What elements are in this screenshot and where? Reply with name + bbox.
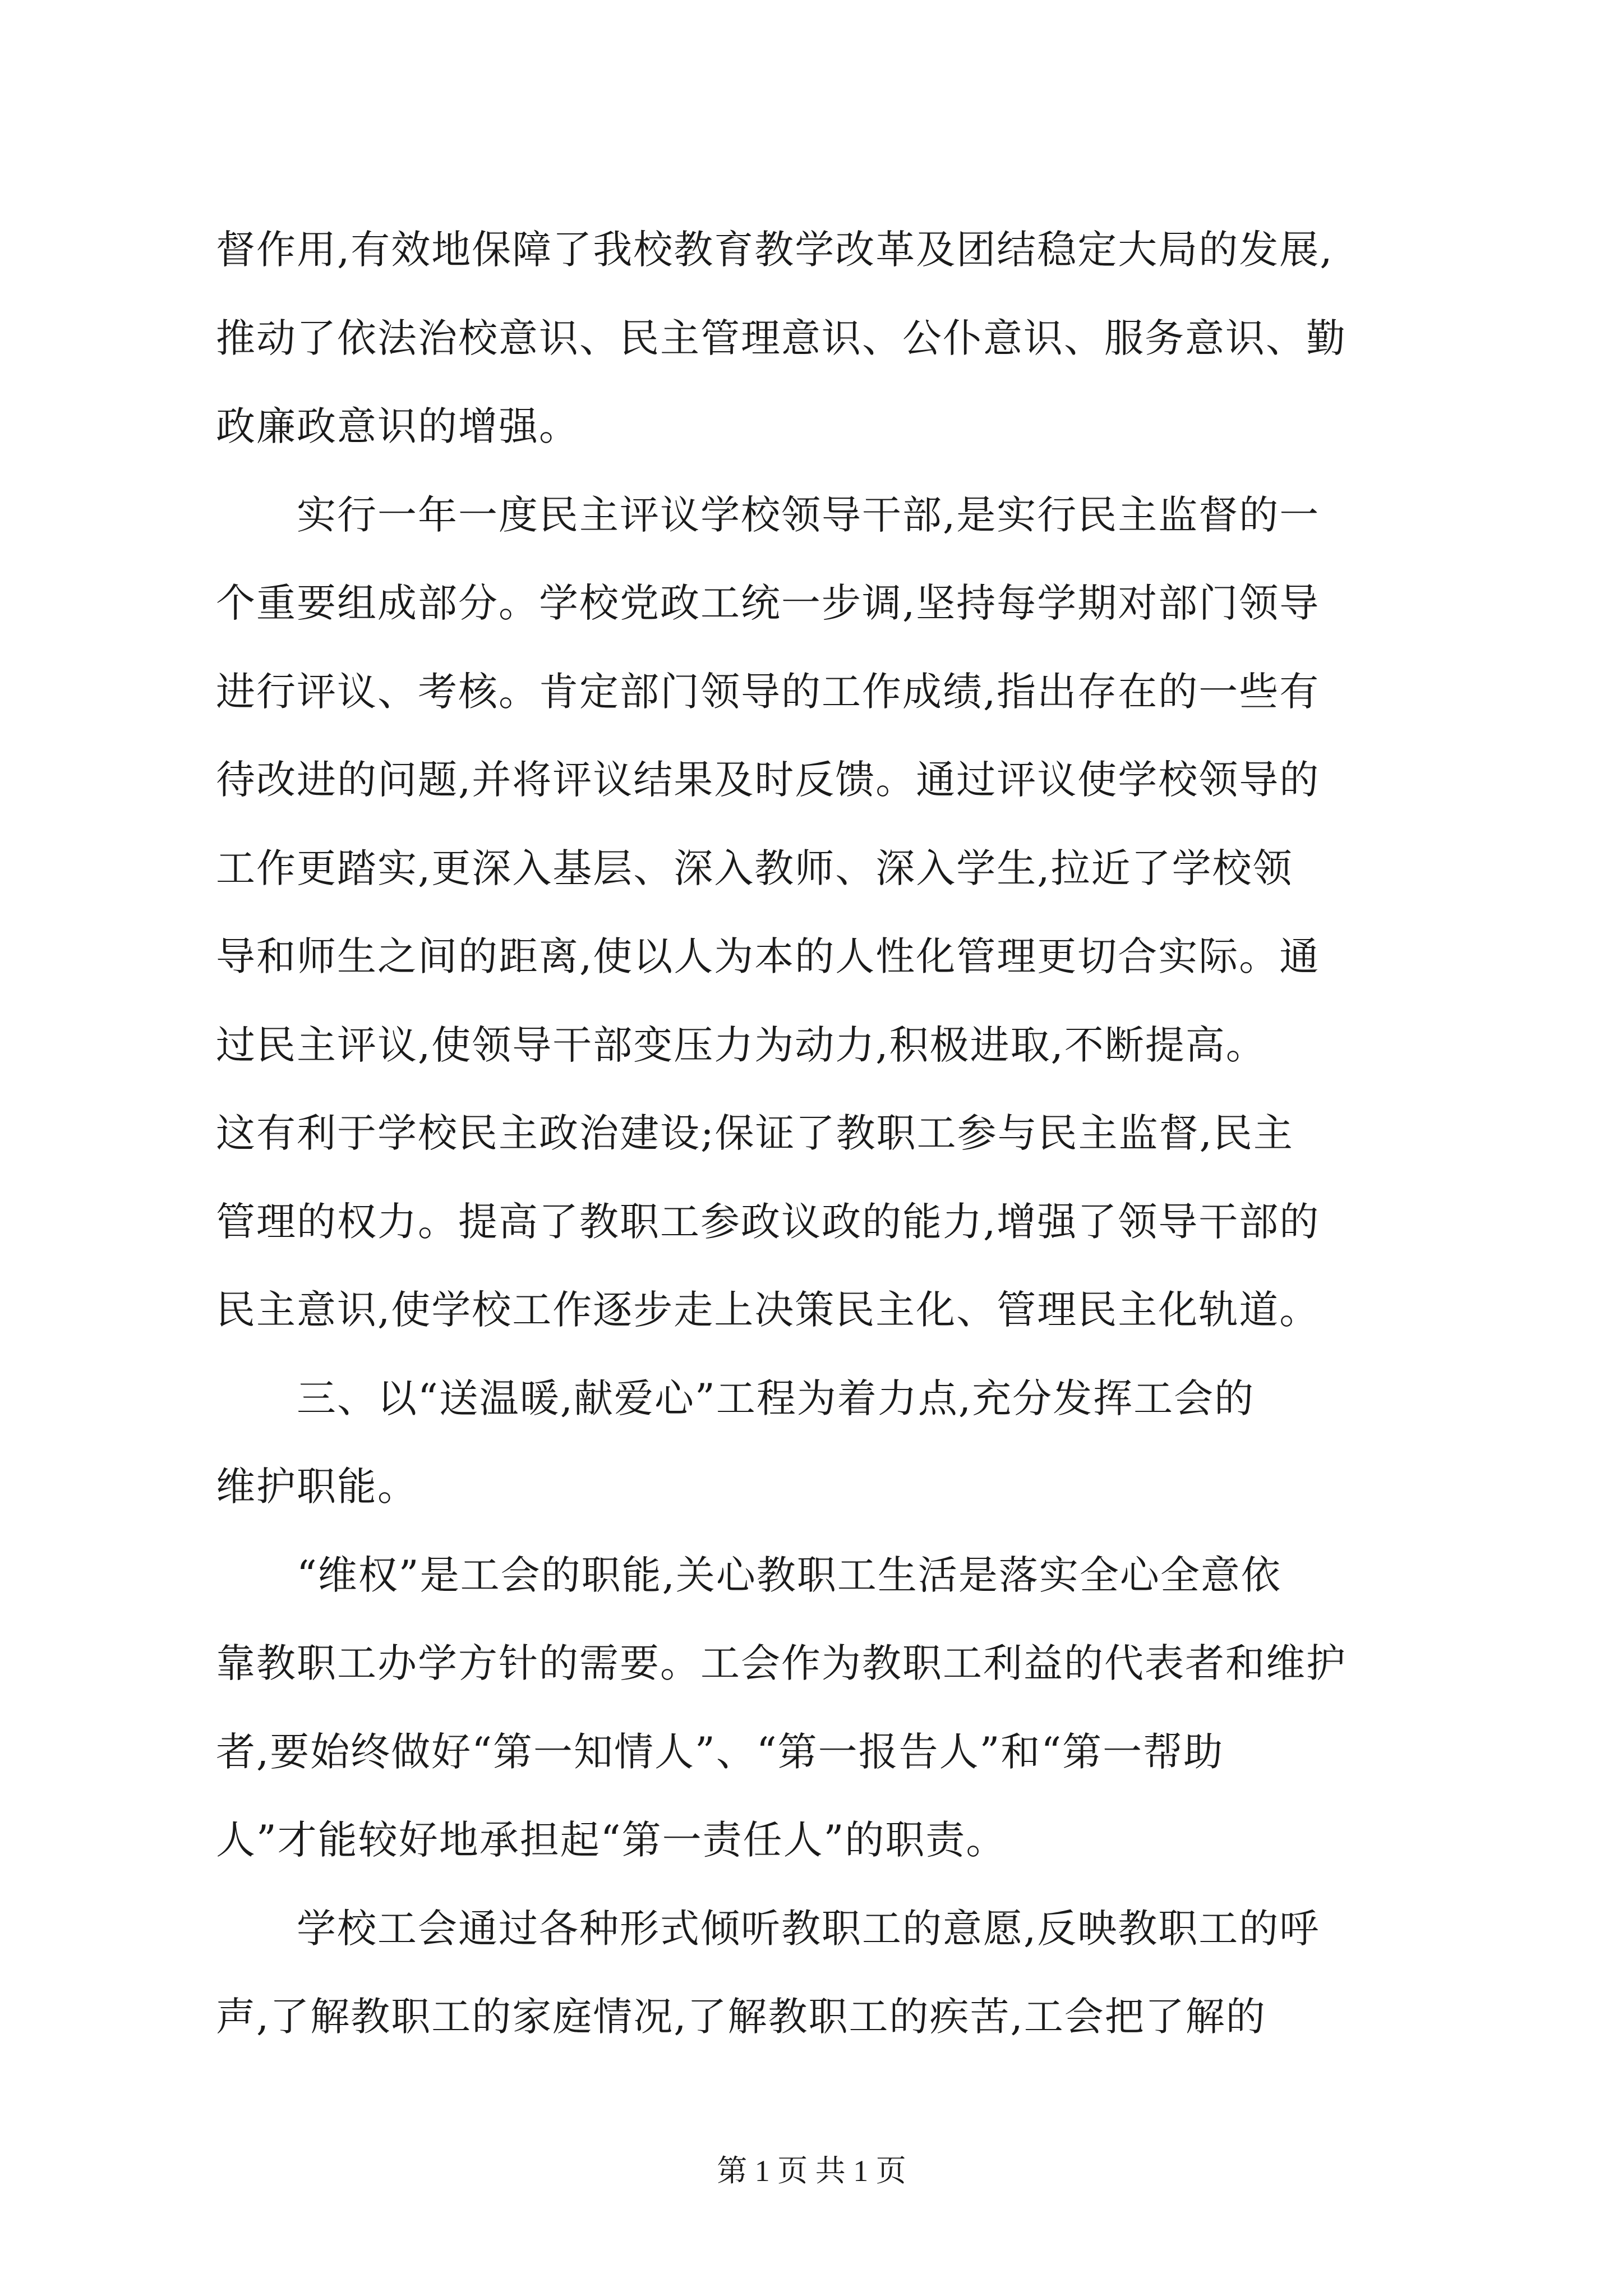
body-text-line: 政廉政意识的增强。 bbox=[216, 403, 579, 449]
body-text-line: 导和师生之间的距离,使以人为本的人性化管理更切合实际。通 bbox=[216, 933, 1320, 979]
body-text-line: 靠教职工办学方针的需要。工会作为教职工利益的代表者和维护 bbox=[216, 1640, 1347, 1686]
body-text-line: 督作用,有效地保障了我校教育教学改革及团结稳定大局的发展, bbox=[216, 227, 1334, 273]
body-text-line: 过民主评议,使领导干部变压力为动力,积极进取,不断提高。 bbox=[216, 1022, 1266, 1068]
body-text-line: 管理的权力。提高了教职工参政议政的能力,增强了领导干部的 bbox=[216, 1199, 1320, 1245]
body-text-line: 待改进的问题,并将评议结果及时反馈。通过评议使学校领导的 bbox=[216, 757, 1320, 803]
body-text-line: 这有利于学校民主政治建设;保证了教职工参与民主监督,民主 bbox=[216, 1110, 1294, 1156]
body-text-line: 学校工会通过各种形式倾听教职工的意愿,反映教职工的呼 bbox=[216, 1906, 1320, 1952]
body-text-line: 三、以“送温暖,献爱心”工程为着力点,充分发挥工会的 bbox=[216, 1375, 1255, 1421]
body-text-line: 维护职能。 bbox=[216, 1464, 418, 1510]
body-text-line: 进行评议、考核。肯定部门领导的工作成绩,指出存在的一些有 bbox=[216, 669, 1320, 715]
body-text-line: 实行一年一度民主评议学校领导干部,是实行民主监督的一 bbox=[216, 492, 1320, 538]
body-text-line: 个重要组成部分。学校党政工统一步调,坚持每学期对部门领导 bbox=[216, 580, 1320, 626]
body-text-line: 声,了解教职工的家庭情况,了解教职工的疾苦,工会把了解的 bbox=[216, 1994, 1266, 2040]
body-text-line: 推动了依法治校意识、民主管理意识、公仆意识、服务意识、勤 bbox=[216, 315, 1347, 361]
page-number-footer: 第 1 页 共 1 页 bbox=[717, 2154, 906, 2188]
body-text-line: 民主意识,使学校工作逐步走上决策民主化、管理民主化轨道。 bbox=[216, 1287, 1320, 1333]
body-text-line: 人”才能较好地承担起“第一责任人”的职责。 bbox=[216, 1817, 1007, 1863]
body-text-line: 工作更踏实,更深入基层、深入教师、深入学生,拉近了学校领 bbox=[216, 845, 1293, 891]
body-text-line: 者,要始终做好“第一知情人”、“第一报告人”和“第一帮助 bbox=[216, 1729, 1224, 1775]
body-text-line: “维权”是工会的职能,关心教职工生活是落实全心全意依 bbox=[216, 1552, 1281, 1598]
